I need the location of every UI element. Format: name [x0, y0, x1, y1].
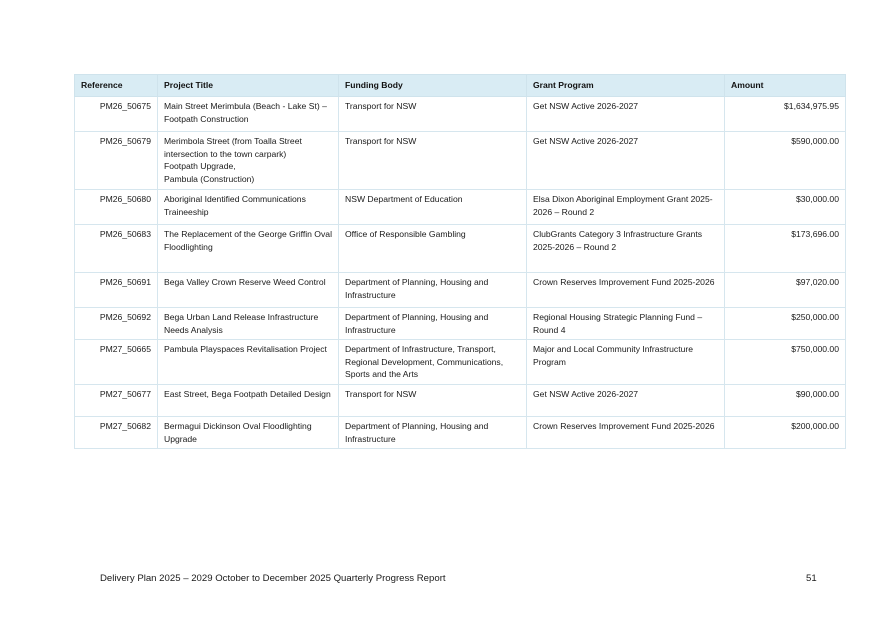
header-reference: Reference — [75, 75, 158, 97]
cell-grant-program: Get NSW Active 2026-2027 — [527, 132, 725, 190]
cell-project-title: Bega Urban Land Release Infrastructure Needs Analysis — [158, 308, 339, 340]
cell-amount: $250,000.00 — [725, 308, 846, 340]
cell-amount: $173,696.00 — [725, 225, 846, 273]
cell-project-title: Bermagui Dickinson Oval Floodlighting Upgrade — [158, 417, 339, 449]
cell-funding-body: Transport for NSW — [339, 132, 527, 190]
cell-reference: PM27_50682 — [75, 417, 158, 449]
table-row — [75, 417, 846, 449]
header-funding-body: Funding Body — [339, 75, 527, 97]
cell-amount: $97,020.00 — [725, 273, 846, 308]
header-project-title: Project Title — [158, 75, 339, 97]
cell-funding-body: Office of Responsible Gambling — [339, 225, 527, 273]
cell-funding-body: Department of Planning, Housing and Infrastructure — [339, 417, 527, 449]
table-header-row — [75, 75, 846, 97]
table-row — [75, 308, 846, 340]
cell-funding-body: Transport for NSW — [339, 385, 527, 417]
cell-funding-body: NSW Department of Education — [339, 190, 527, 225]
cell-project-title: Bega Valley Crown Reserve Weed Control — [158, 273, 339, 308]
table-row — [75, 225, 846, 273]
cell-amount: $590,000.00 — [725, 132, 846, 190]
cell-amount: $90,000.00 — [725, 385, 846, 417]
cell-funding-body: Transport for NSW — [339, 97, 527, 132]
cell-grant-program: Get NSW Active 2026-2027 — [527, 385, 725, 417]
table-row — [75, 340, 846, 385]
cell-project-title: The Replacement of the George Griffin Oval Floodlighting — [158, 225, 339, 273]
cell-grant-program: Get NSW Active 2026-2027 — [527, 97, 725, 132]
cell-project-title: Aboriginal Identified Communications Traineeship — [158, 190, 339, 225]
cell-grant-program: Crown Reserves Improvement Fund 2025-2026 — [527, 417, 725, 449]
cell-funding-body: Department of Infrastructure, Transport, Regional Development, Communications, Sports and the Arts — [339, 340, 527, 385]
cell-reference: PM26_50679 — [75, 132, 158, 190]
header-grant-program: Grant Program — [527, 75, 725, 97]
cell-reference: PM27_50665 — [75, 340, 158, 385]
cell-reference: PM26_50692 — [75, 308, 158, 340]
cell-reference: PM26_50675 — [75, 97, 158, 132]
cell-amount: $30,000.00 — [725, 190, 846, 225]
cell-reference: PM26_50683 — [75, 225, 158, 273]
cell-project-title: Merimbola Street (from Toalla Street intersection to the town carpark) Footpath Upgrade, Pambula (Construction) — [158, 132, 339, 190]
cell-amount: $750,000.00 — [725, 340, 846, 385]
footer-report-title: Delivery Plan 2025 – 2029 October to December 2025 Quarterly Progress Report — [100, 573, 446, 584]
cell-reference: PM26_50691 — [75, 273, 158, 308]
cell-funding-body: Department of Planning, Housing and Infrastructure — [339, 273, 527, 308]
cell-amount: $200,000.00 — [725, 417, 846, 449]
cell-project-title: East Street, Bega Footpath Detailed Design — [158, 385, 339, 417]
table-row — [75, 97, 846, 132]
table-row — [75, 132, 846, 190]
table-row — [75, 385, 846, 417]
grants-table — [74, 74, 846, 449]
cell-funding-body: Department of Planning, Housing and Infrastructure — [339, 308, 527, 340]
cell-project-title: Main Street Merimbula (Beach - Lake St) – Footpath Construction — [158, 97, 339, 132]
table-row — [75, 190, 846, 225]
header-amount: Amount — [725, 75, 846, 97]
cell-grant-program: Major and Local Community Infrastructure Program — [527, 340, 725, 385]
cell-grant-program: Crown Reserves Improvement Fund 2025-2026 — [527, 273, 725, 308]
cell-project-title: Pambula Playspaces Revitalisation Project — [158, 340, 339, 385]
cell-amount: $1,634,975.95 — [725, 97, 846, 132]
cell-grant-program: Regional Housing Strategic Planning Fund – Round 4 — [527, 308, 725, 340]
cell-grant-program: Elsa Dixon Aboriginal Employment Grant 2025-2026 – Round 2 — [527, 190, 725, 225]
cell-reference: PM26_50680 — [75, 190, 158, 225]
cell-grant-program: ClubGrants Category 3 Infrastructure Grants 2025-2026 – Round 2 — [527, 225, 725, 273]
table-row — [75, 273, 846, 308]
page-number: 51 — [806, 573, 817, 584]
cell-reference: PM27_50677 — [75, 385, 158, 417]
